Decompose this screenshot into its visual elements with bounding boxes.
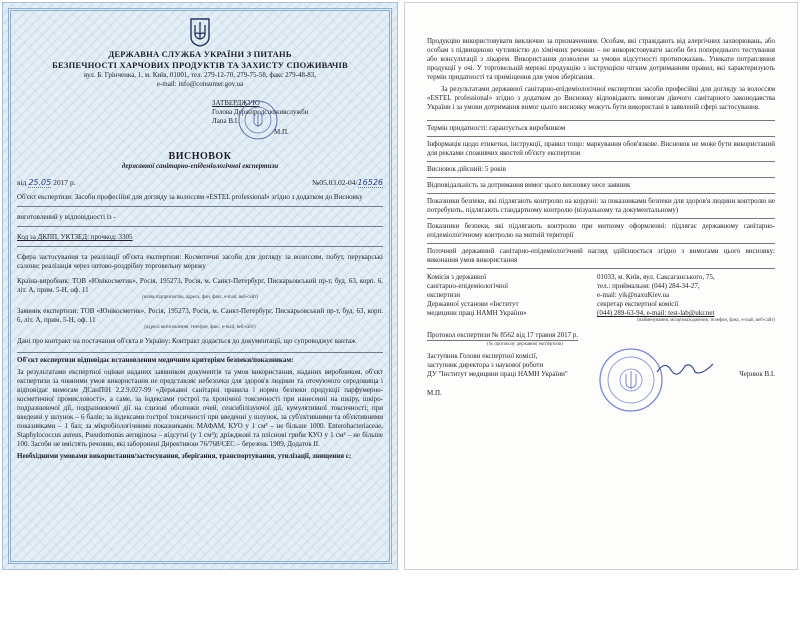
criteria-text: За результатами експертної оцінки наданих заявником документів та умов використання, наданих виробником, об'єкт експертизи за чинними умов використання не представляє небезпеки для здоров'я людини та оточуючого середовища і відповідає вимогам ДСанПіН 2.2.9.027-99 «Державні санітарні правила і норми безпеки продукції парфумерно-косметичної промисловості», а саме, за індексами гострої та хронічної токсичності при нанесенні на шкіру, шкіро-подразнюючої дії, подразнюючої дії на слизові оболонки очей, сенсибілізуючої дії, кумулятивної токсичності; при введенні у шлунок – 6 балів; за індексами гострої токсичності при введенні у шлунок, за суб'єктивними та об'єктивними показниками – 1 бал; за мікробіологічними показниками: МАФАМ, КУО у 1 см³ – не більше 1000. Enterobacteriaceae, Staphylococcus aureus, Pseudomonas aeruginosa – відсутні (у 1 см³); дріжджові та пліснові гриби КУО у 1 см³ – не більше 100. Засоби не вмістять речовин, які заборонені Директивою 76/768/ЄЕС – березень 1989, Додаток II. xyxy=(17,368,383,448)
address-line: вул. Б. Грінченка, 1, м. Київ, 01001, тел. 279-12-70, 279-75-58, факс 279-48-83, xyxy=(83,71,317,79)
approve-title: ЗАТВЕРДЖУЮ xyxy=(212,99,260,107)
manufacturer-caption: (назва підприємства, адреса, фон, факс, e-mail, веб-сайт) xyxy=(142,295,258,300)
email-line: e-mail: info@consumer.gov.ua xyxy=(156,80,244,88)
commission-info xyxy=(427,268,775,318)
labeling-info: Інформація щодо етикетки, інструкції, правил тощо: маркування обов'язкове. Висновок не може бути використаний для реклами споживчих якостей об'єкту експертизи xyxy=(427,136,775,161)
border-control: Показники безпеки, які підлягають контролю на кордоні: за показниками безпеки для здоров'я людини контролю не потребують, підлягають стандартному контролю (візуальному та документальному) xyxy=(427,193,775,218)
approval-block xyxy=(212,99,383,137)
customs-control: Показники безпеки, які підлягають контролю при митному оформленні: підлягає державному санітарно-епідеміологічному контролю на митній території xyxy=(427,218,775,243)
certificate-page-right xyxy=(404,2,798,570)
signature-block xyxy=(427,352,775,398)
shelf-life: Термін придатності: гарантується виробником xyxy=(427,120,775,136)
responsibility: Відповідальність за дотримання вимог цього висновку несе заявник xyxy=(427,177,775,193)
divider xyxy=(17,206,383,207)
application-scope: Сфера застосування та реалізації об'єкта експертизи: Косметичні засоби для догляду за волоссям, побут, перукарські салони; реалізація через оптово-роздрібну торговельну мережу xyxy=(17,253,383,270)
commission-name: Комісія з державної санітарно-епідеміологічної експертизи Державної установи «Інститут медицини праці НАМН України» xyxy=(427,273,527,317)
institute-seal-icon xyxy=(597,346,665,414)
trident-emblem-icon xyxy=(17,17,383,47)
agency-name xyxy=(17,49,383,71)
handwritten-number: 16526 xyxy=(357,178,383,187)
current-supervision: Поточний державний санітарно-епідеміологічний нагляд здійснюється згідно з вимогами цього висновку: виконання умов використання xyxy=(427,243,775,268)
approve-position: Голова Держпродспоживслужби xyxy=(212,108,309,116)
agency-line-2: БЕЗПЕЧНОСТІ ХАРЧОВИХ ПРОДУКТІВ ТА ЗАХИСТУ СПОЖИВАЧІВ xyxy=(52,60,348,70)
divider xyxy=(17,226,383,227)
issue-date: від 25.05 2017 р. xyxy=(17,178,76,187)
criteria-heading: Об'єкт експертизи відповідає встановленим медичним критеріям безпеки/показникам: xyxy=(17,356,294,364)
product-code: Код за ДКПП, УКТЗЕД: прочкод: 3305 xyxy=(17,233,133,241)
applicant-caption: (адреса виготовлення, телефон, факс, e-mail, веб-сайт) xyxy=(144,325,256,330)
expertise-object: Об'єкт експертизи: Засоби професійні для догляду за волоссям «ESTEL professional» згідно з додатком до Висновку xyxy=(17,193,363,201)
seal-label: М.П. xyxy=(427,389,442,397)
certificate-page-left xyxy=(2,2,398,570)
approval-stamp-icon xyxy=(237,99,279,141)
handwritten-signature-icon xyxy=(655,358,715,378)
stamp-label: М.П. xyxy=(274,128,289,136)
protocol-number: Протокол експертизи № 8562 від 17 травня 2017 р. xyxy=(427,331,579,339)
date-number-row xyxy=(17,178,383,187)
signatory-position: Заступник Голови експертної комісії, заступник директора з наукової роботи ДУ "Інститут медицини праці НАМН України" М.П. xyxy=(427,352,568,397)
agency-address xyxy=(17,71,383,89)
document-subtitle: державної санітарно-епідеміологічної експертизи xyxy=(121,162,279,170)
divider xyxy=(17,352,383,353)
contract-info: Дані про контракт на постачання об'єкта в Україну: Контракт додається до документації, що супроводжує вантаж xyxy=(17,337,356,345)
agency-line-1: ДЕРЖАВНА СЛУЖБА УКРАЇНИ З ПИТАНЬ xyxy=(108,49,292,59)
validity-period: Висновок дійсний: 5 років xyxy=(427,161,775,177)
handwritten-date: 25.05 xyxy=(28,178,52,187)
made-compliance: виготовлений у відповідності із - xyxy=(17,213,116,221)
commission-caption: (найменування, місцезнаходження, телефон, факс, e-mail, веб-сайт) xyxy=(637,318,775,323)
conditions-table xyxy=(427,120,775,268)
expertise-conclusion: За результатами державної санітарно-епідеміологічної експертизи засоби професійні для догляду за волоссям «ESTEL professional» згідно з додатком до Висновку відповідають вимогам діючого санітарного законодавства України і за умови дотримання вимог цього висновку можуть бути використані в заявленій сфері застосування. xyxy=(427,85,775,111)
document-title: ВИСНОВОК xyxy=(168,151,232,162)
applicant: Заявник експертизи: ТОВ «Юнікосметик», Росія, 195273, Росія, м. Санкт-Петербург, Пискарьовський пр-т, буд. 63, корп. 6, літ. А, прим. 5-Н, оф. 11 xyxy=(17,307,383,324)
conditions-heading: Необхідними умовами використання/застосування, зберігання, транспортування, утилізації, знищення є: xyxy=(17,452,352,460)
usage-conditions: Продукцію використовувати виключно за призначенням. Особам, які страждають від алергічних захворювань, або особам з підвищеною чутливістю до хімічних речовин – не використовувати засоби без попереднього тестування або консультації з лікарем. Використання дозволене за умови відсутності протипоказань. Уникати потрапляння продукції у очі. У торговельній мережі продукцію з інструкцією чітким дотриманням правил, які характеризують термін придатності та приміщення для умов зберігання. xyxy=(427,37,775,81)
manufacturer: Країна-виробник: ТОВ «Юнікосметик», Росія, 195273, Росія, м. Санкт-Петербург, Пискарьовський пр-т, буд. 63, корп. 6, літ. А, прим. 5-Н, оф. 11 xyxy=(17,277,383,294)
divider xyxy=(17,246,383,247)
signatory-name: Чернюк В.І. xyxy=(739,370,775,378)
certificate-number: №05.03.02-04/16526 xyxy=(312,178,383,187)
protocol-caption: (№ протоколу державної експертизи) xyxy=(487,342,563,347)
commission-contacts: 01033, м. Київ, вул. Саксаганського, 75, тел.: приймальня: (044) 284-34-27, e-mail: yik@naxuKiev.ua секретар експертної комісії (044) 289-63-94, e-mail: test-lab@ukr.net xyxy=(597,273,715,317)
approve-name: Лапа В.І. xyxy=(212,117,239,125)
